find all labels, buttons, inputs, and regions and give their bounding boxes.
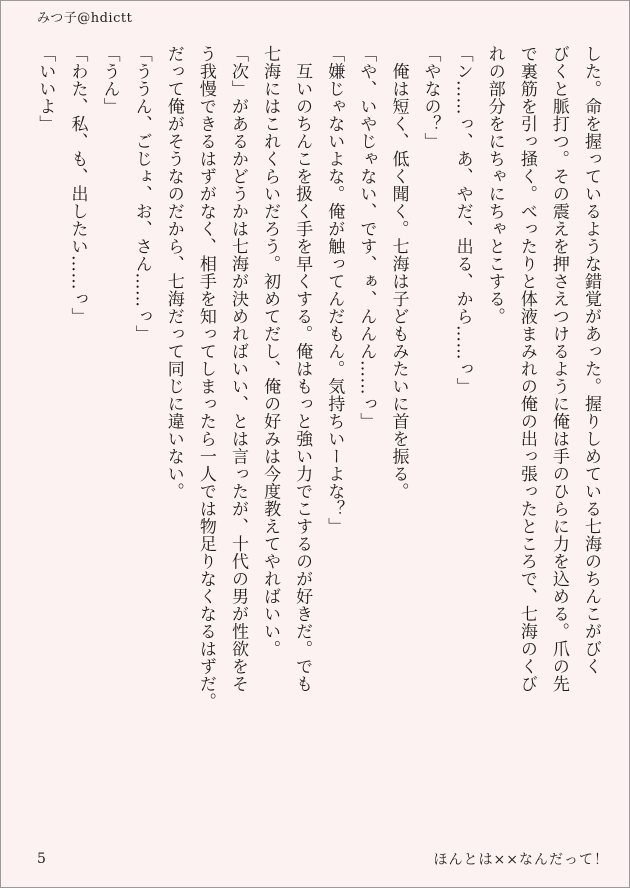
text-line: 「ううん、ごじょ、お、さん……っ」 bbox=[131, 45, 152, 343]
text-line: れの部分をにちゃにちゃとこする。 bbox=[484, 45, 505, 325]
text-line: だって俺がそうなのだから、七海だって同じに違いない。 bbox=[163, 45, 184, 500]
text-line: 俺は短く、低く聞く。七海は子どもみたいに首を振る。 bbox=[388, 45, 409, 500]
text-line: 七海にはこれくらいだろう。初めてだし、俺の好みは今度教えてやればいい。 bbox=[260, 45, 281, 658]
text-line: で裏筋を引っ掻く。べったりと体液まみれの俺の出っ張ったところで、七海のくび bbox=[516, 45, 537, 693]
text-line: 「やなの？」 bbox=[420, 45, 441, 150]
text-line: 「嫌じゃないよな。俺が触ってんだもん。気持ちいーよな？」 bbox=[324, 45, 345, 535]
text-line: 「いいよ」 bbox=[35, 45, 56, 133]
novel-body-text bbox=[7, 45, 607, 841]
text-line: 「うん」 bbox=[99, 45, 120, 115]
text-line: 「わた、私、も、出したい……っ」 bbox=[67, 45, 88, 325]
text-line: 「次」があるかどうかは七海が決めればいい、とは言ったが、十代の男が性欲をそ bbox=[227, 45, 248, 693]
page-number: 5 bbox=[37, 851, 46, 867]
text-line: 互いのちんこを扱く手を早くする。俺はもっと強い力でこするのが好きだ。でも bbox=[292, 45, 313, 693]
text-line: 「や、いやじゃない、です、ぁ、んんん……っ」 bbox=[356, 45, 377, 430]
text-line: う我慢できるはずがなく、相手を知ってしまったら一人では物足りなくなるはずだ。 bbox=[195, 45, 216, 710]
book-title: ほんとは××なんだって！ bbox=[433, 852, 609, 868]
text-line: した。命を握っているような錯覚があった。握りしめている七海のちんこがびく bbox=[581, 45, 601, 675]
author-name: みつ子@hdictt bbox=[37, 11, 133, 26]
text-line: 「ン……っ、あ、やだ、出る、から……っ」 bbox=[452, 45, 473, 395]
text-line: びくと脈打つ。その震えを押さえつけるように俺は手のひらに力を込める。爪の先 bbox=[548, 45, 569, 693]
